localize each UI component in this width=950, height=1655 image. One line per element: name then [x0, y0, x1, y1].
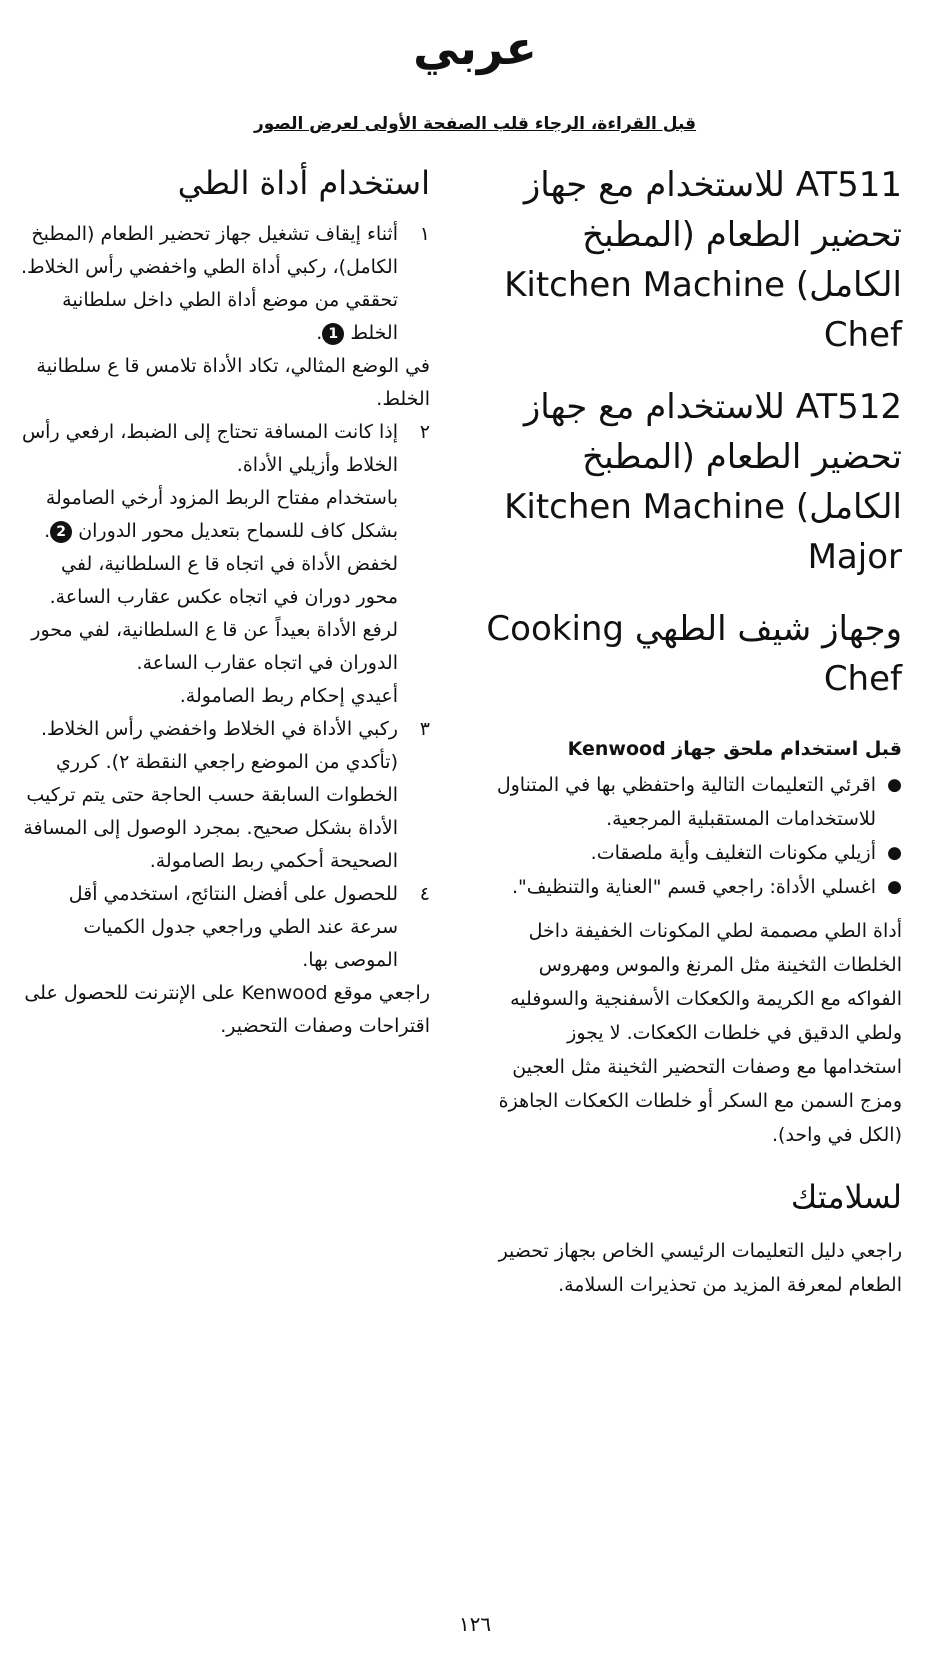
- before-use-heading: قبل استخدام ملحق جهاز Kenwood: [567, 738, 902, 760]
- page-title: عربي: [413, 21, 537, 75]
- list-item: ● اقرئي التعليمات التالية واحتفظي بها في المتناول للاستخدامات المستقبلية المرجعية.: [482, 768, 876, 836]
- step-text: ركبي الأداة في الخلاط واخفضي رأس الخلاط. (تأكدي من الموضع راجعي النقطة ٢). كرري الخطوات السابقة حسب الحاجة حتى يتم تركيب الأداة بشكل صحيح. بمجرد الوصول إلى المسافة الصحيحة أحكمي ربط الصامولة.: [23, 718, 398, 872]
- step-4: [20, 878, 430, 977]
- heading-at512: AT512 للاستخدام مع جهاز تحضير الطعام (المطبخ الكامل) Kitchen Machine Major: [504, 387, 902, 577]
- figure-ref-2-icon: 2: [50, 521, 72, 543]
- usage-steps-2: [20, 416, 430, 482]
- safety-heading: لسلامتك: [790, 1178, 902, 1216]
- step-2-note-1: باستخدام مفتاح الربط المزود أرخي الصامولة بشكل كاف للسماح بتعديل محور الدوران 2. لخفض الأداة في اتجاه قا ع السلطانية، لفي محور دوران في اتجاه عكس عقارب الساعة.: [44, 487, 398, 608]
- step-2-note-3: أعيدي إحكام ربط الصامولة.: [179, 685, 398, 707]
- tool-description: أداة الطي مصممة لطي المكونات الخفيفة داخل الخلطات الثخينة مثل المرنغ والموس ومهروس الفواكه مع الكريمة والكعكات الأسفنجية والسوفليه ولطي الدقيق في خلطات الكعكات. لا يجوز استخدامها مع وصفات التحضير الثخينة مثل العجين ومزج السمن مع السكر أو خلطات الكعكات الجاهزة (الكل في واحد).: [498, 920, 902, 1146]
- step-number: ٣: [419, 718, 430, 740]
- website-note: راجعي موقع Kenwood على الإنترنت للحصول على اقتراحات وصفات التحضير.: [24, 982, 430, 1037]
- step-text: أثناء إيقاف تشغيل جهاز تحضير الطعام (المطبخ الكامل)، ركبي أداة الطي واخفضي رأس الخلاط. تحقق‍ي من موضع أداة الطي داخل سلطانية الخلط: [20, 223, 398, 344]
- right-column: [482, 160, 902, 1302]
- reading-notice: قبل القراءة، الرجاء قلب الصفحة الأولى لعرض الصور: [253, 114, 697, 134]
- step-2: [20, 416, 430, 482]
- step-text: للحصول على أفضل النتائج، استخدمي أقل سرعة عند الطي وراجعي جدول الكميات الموصى بها.: [68, 883, 398, 971]
- step-2-note-2: لرفع الأداة بعيداً عن قا ع السلطانية، لفي محور الدوران في اتجاه عقارب الساعة.: [31, 619, 398, 674]
- step-1: ١ أثناء إيقاف تشغيل جهاز تحضير الطعام (المطبخ الكامل)، ركبي أداة الطي واخفضي رأس الخلاط. تحقق‍ي من موضع أداة الطي داخل سلطانية الخلط 1.: [20, 218, 398, 350]
- usage-heading: استخدام أداة الطي: [177, 164, 430, 202]
- usage-steps: [20, 218, 430, 350]
- list-item: ● اغسلي الأداة: راجعي قسم "العناية والتنظيف".: [482, 870, 876, 904]
- usage-steps-3: [20, 713, 430, 977]
- step-number: ٢: [419, 421, 430, 443]
- heading-cooking-chef: وجهاز شيف الطهي Cooking Chef: [486, 609, 902, 699]
- figure-ref-1-icon: 1: [322, 323, 344, 345]
- step-text: إذا كانت المسافة تحتاج إلى الضبط، ارفعي رأس الخلاط وأزيلي الأداة.: [21, 421, 398, 476]
- step-1-note: في الوضع المثالي، تكاد الأداة تلامس قا ع سلطانية الخلط.: [36, 355, 430, 410]
- page-number: ١٢٦: [458, 1612, 492, 1636]
- safety-text: راجعي دليل التعليمات الرئيسي الخاص بجهاز تحضير الطعام لمعرفة المزيد من تحذيرات السلامة.: [498, 1240, 902, 1296]
- left-column: [20, 160, 430, 1043]
- before-use-list: [482, 768, 902, 904]
- step-number: ٤: [419, 883, 430, 905]
- step-number: ١: [419, 223, 430, 245]
- list-item: ● أزيلي مكونات التغليف وأية ملصقات.: [482, 836, 876, 870]
- step-3: [20, 713, 430, 878]
- heading-at511: AT511 للاستخدام مع جهاز تحضير الطعام (المطبخ الكامل) Kitchen Machine Chef: [504, 165, 902, 355]
